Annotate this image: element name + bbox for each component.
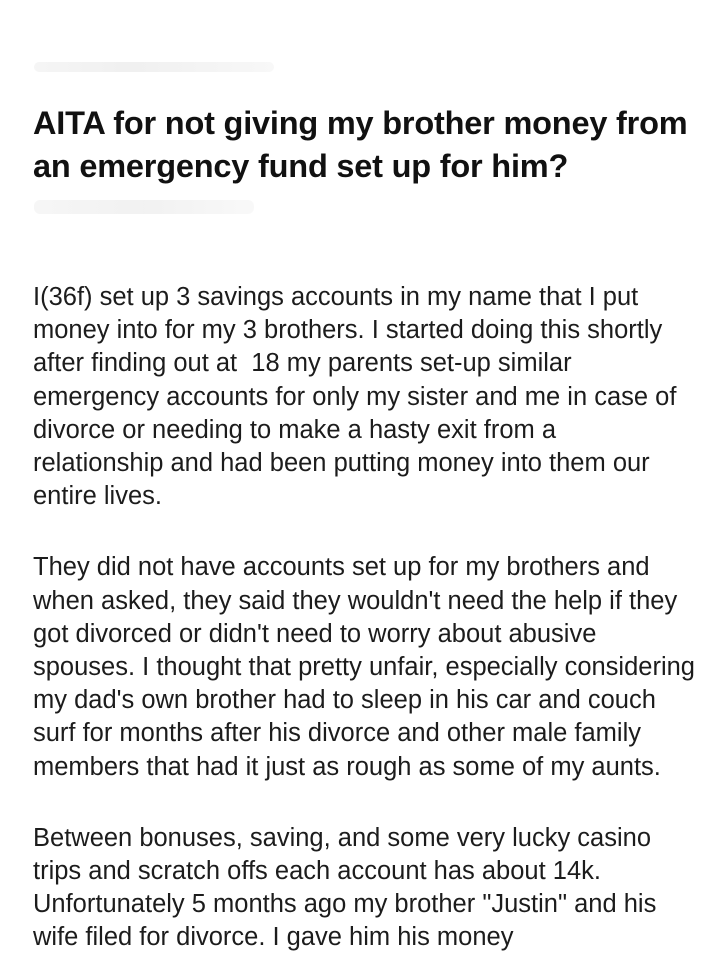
post-paragraph-2: They did not have accounts set up for my brothers and when asked, they said they wouldn't need the help if they got divorced or didn't need to worry about abusive spouses. I thought that pretty unfair, especially considering my dad's own brother had to sleep in his car and couch surf for months after his divorce and other male family members that had it just as rough as some of my aunts. — [33, 553, 703, 781]
faded-meta-text — [34, 200, 254, 214]
faded-header-text — [34, 62, 274, 72]
post-paragraph-1: I(36f) set up 3 savings accounts in my name that I put money into for my 3 brothers. I started doing this shortly after finding out at 18 my parents set-up similar emergency accounts for only my sister and me in case of divorce or needing to make a hasty exit from a relationship and had been putting money into them our entire lives. — [33, 283, 684, 511]
post-paragraph-3: Between bonuses, saving, and some very lucky casino trips and scratch offs each account has about 14k. Unfortunately 5 months ago my brother "Justin" and his wife filed for divorce. I gave him his money — [33, 823, 664, 952]
post-title: AITA for not giving my brother money from an emergency fund set up for him? — [33, 105, 688, 184]
post-body — [33, 281, 703, 968]
